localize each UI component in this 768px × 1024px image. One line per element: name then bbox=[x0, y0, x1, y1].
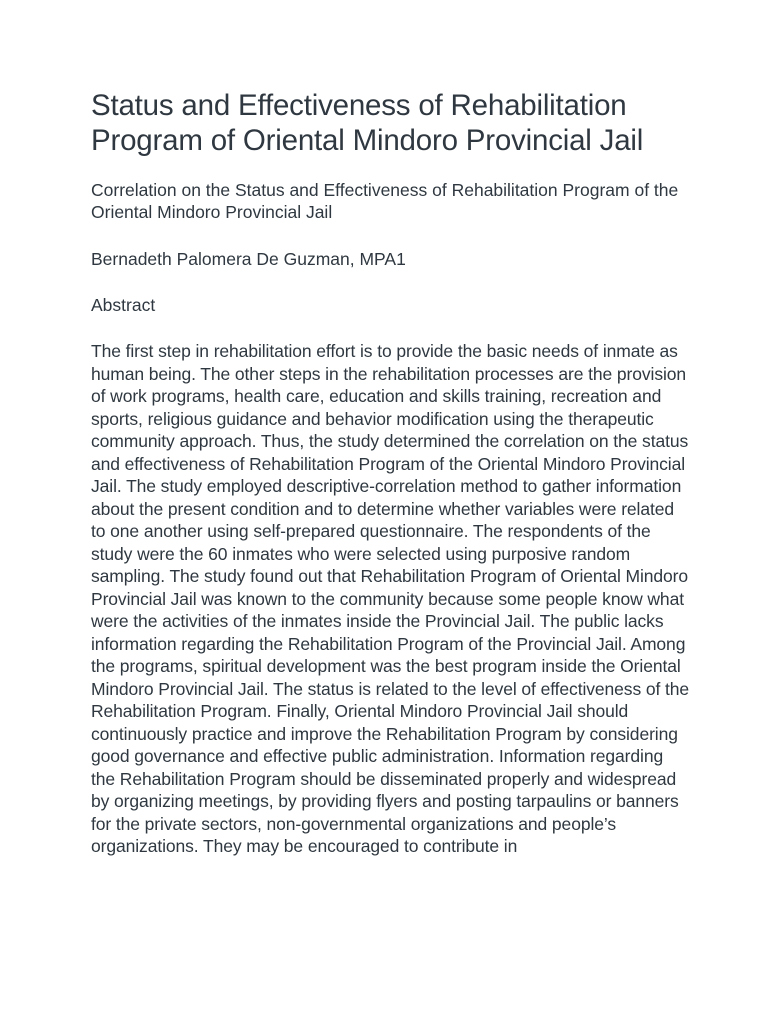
document-page bbox=[91, 88, 691, 858]
document-title: Status and Effectiveness of Rehabilitation Program of Oriental Mindoro Provincial Jail bbox=[91, 89, 644, 157]
document-subtitle: Correlation on the Status and Effectiveness of Rehabilitation Program of the Oriental Mindoro Provincial Jail bbox=[91, 180, 679, 222]
abstract-text: The first step in rehabilitation effort is to provide the basic needs of inmate as human being. The other steps in the rehabilitation processes are the provision of work programs, health care, education and skills training, recreation and sports, religious guidance and behavior modification using the therapeutic community approach. Thus, the study determined the correlation on the status and effectiveness of Rehabilitation Program of the Oriental Mindoro Provincial Jail. The study employed descriptive-correlation method to gather information about the present condition and to determine whether variables were related to one another using self-prepared questionnaire. The respondents of the study were the 60 inmates who were selected using purposive random sampling. The study found out that Rehabilitation Program of Oriental Mindoro Provincial Jail was known to the community because some people know what were the activities of the inmates inside the Provincial Jail. The public lacks information regarding the Rehabilitation Program of the Provincial Jail. Among the programs, spiritual development was the best program inside the Oriental Mindoro Provincial Jail. The status is related to the level of effectiveness of the Rehabilitation Program. Finally, Oriental Mindoro Provincial Jail should continuously practice and improve the Rehabilitation Program by considering good governance and effective public administration. Information regarding the Rehabilitation Program should be disseminated properly and widespread by organizing meetings, by providing flyers and posting tarpaulins or banners for the private sectors, non-governmental organizations and people’s organizations. They may be encouraged to contribute in bbox=[91, 341, 690, 856]
author-line: Bernadeth Palomera De Guzman, MPA1 bbox=[91, 249, 406, 269]
abstract-heading: Abstract bbox=[91, 295, 156, 315]
